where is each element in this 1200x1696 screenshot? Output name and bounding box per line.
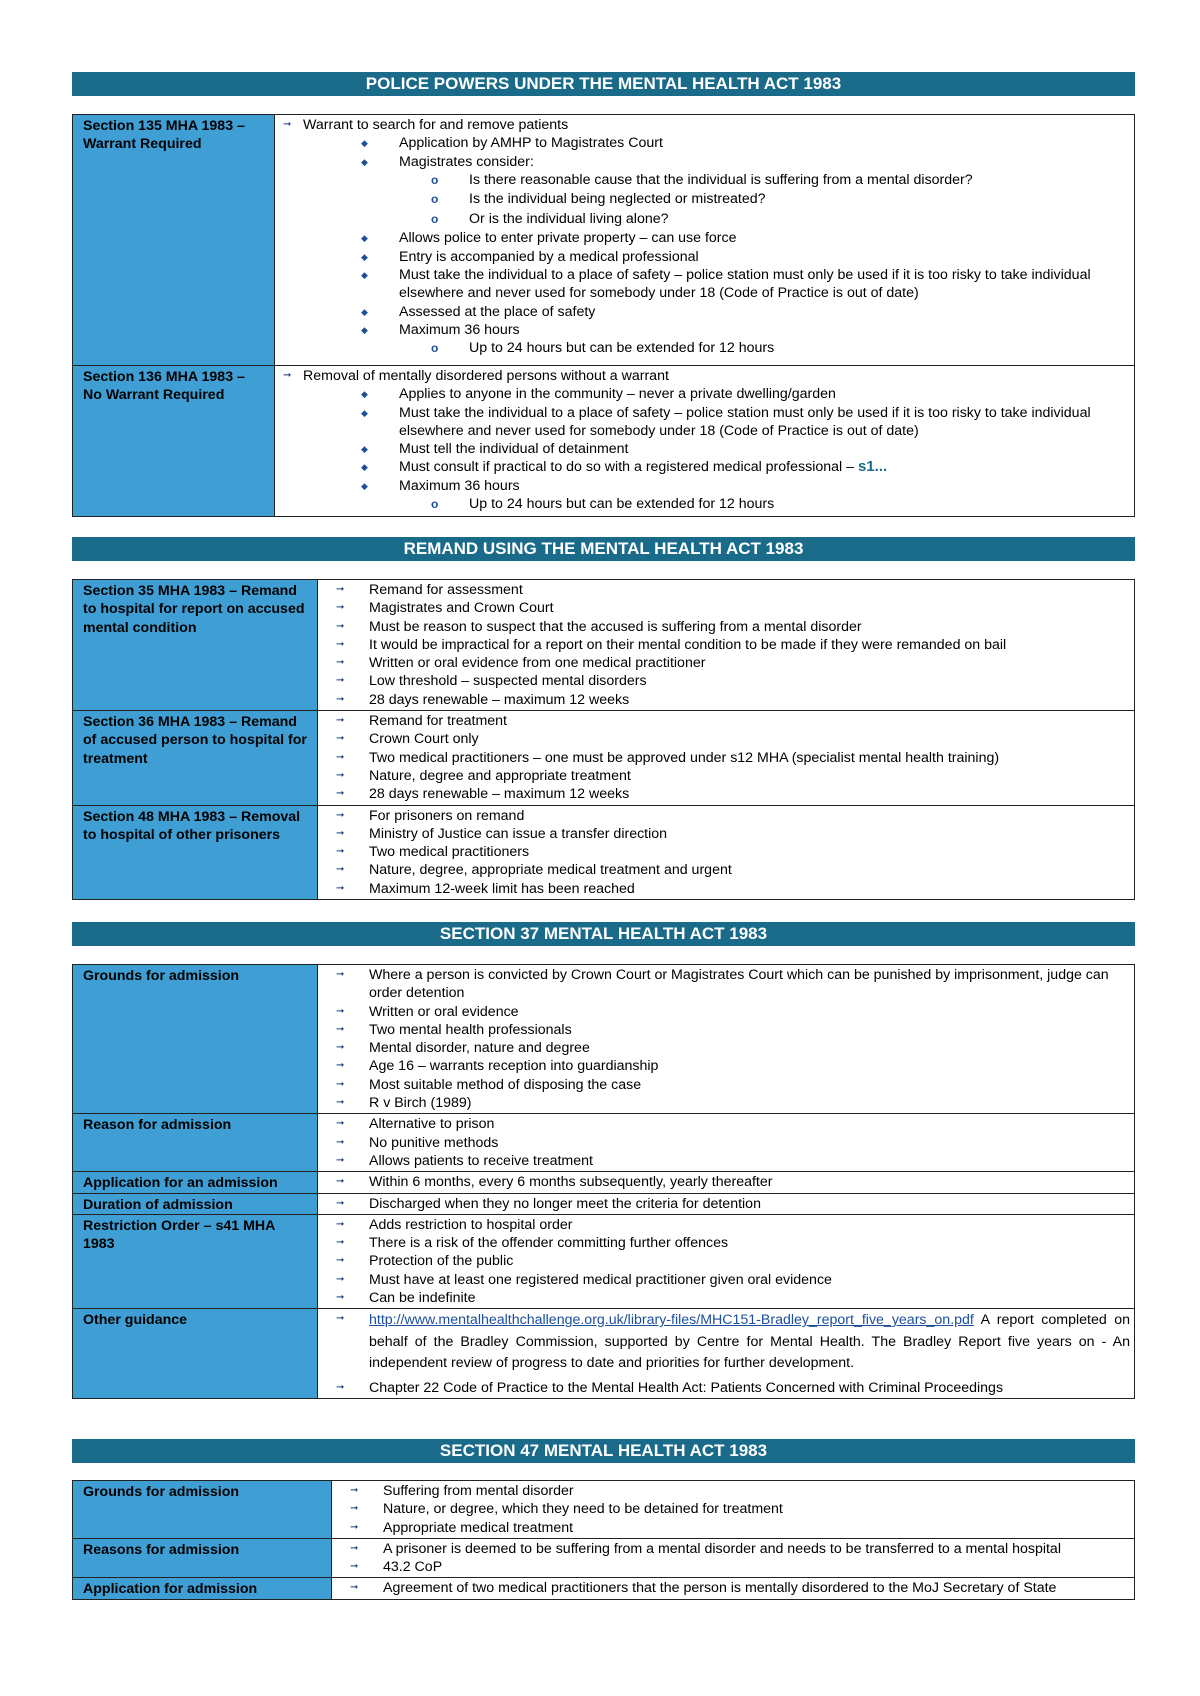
arrow-icon: ➞ bbox=[336, 1255, 345, 1267]
list-item: ➞ Allows patients to receive treatment bbox=[336, 1152, 593, 1169]
list-item: ➞ Alternative to prison bbox=[336, 1116, 495, 1133]
list-item: o Is the individual being neglected or mistreated? bbox=[283, 190, 1130, 210]
table-row bbox=[73, 1114, 1135, 1172]
bullet-icon: ◆ bbox=[361, 251, 368, 262]
table-row bbox=[73, 366, 1135, 517]
table-row bbox=[73, 1578, 1135, 1599]
table-row bbox=[73, 1214, 1135, 1308]
remand-table bbox=[72, 579, 1135, 900]
list-item: ◆ Must consult if practical to do so with a registered medical professional – s1... bbox=[283, 458, 1130, 476]
circle-bullet-icon: o bbox=[431, 192, 439, 207]
arrow-icon: ➞ bbox=[336, 751, 345, 763]
bullet-icon: ◆ bbox=[361, 462, 368, 473]
list-item: ➞ Mental disorder, nature and degree bbox=[336, 1040, 590, 1057]
section-47-title: SECTION 47 MENTAL HEALTH ACT 1983 bbox=[72, 1439, 1135, 1463]
list-item: ◆ Must tell the individual of detainment bbox=[283, 440, 1130, 458]
table-row bbox=[73, 115, 1135, 366]
list-item: ◆ Must take the individual to a place of safety – police station must only be used if it is too risky to take individual elsewhere and never used for somebody under 18 (Code of Practice is out of date) bbox=[283, 404, 1130, 441]
list-item: ➞ Where a person is convicted by Crown Court or Magistrates Court which can be punished by imprisonment, judge can order detention bbox=[336, 967, 1109, 1002]
bullet-icon: ◆ bbox=[361, 444, 368, 455]
bullet-icon: ◆ bbox=[361, 480, 368, 491]
section-47-table bbox=[72, 1480, 1135, 1600]
arrow-icon: ➞ bbox=[336, 969, 345, 980]
row-content bbox=[318, 805, 1135, 899]
list-item: ◆ Maximum 36 hours bbox=[283, 321, 1130, 339]
section-37-table bbox=[72, 964, 1135, 1399]
arrow-icon: ➞ bbox=[336, 1237, 345, 1249]
arrow-icon: ➞ bbox=[336, 1197, 345, 1209]
arrow-icon: ➞ bbox=[336, 1060, 345, 1072]
arrow-icon: ➞ bbox=[336, 809, 345, 821]
arrow-icon: ➞ bbox=[336, 675, 345, 687]
police-powers-table bbox=[72, 114, 1135, 517]
row-content bbox=[318, 711, 1135, 805]
circle-bullet-icon: o bbox=[431, 172, 439, 187]
list-item: ➞ Low threshold – suspected mental disorders bbox=[336, 673, 647, 690]
list-item: ➞ Must have at least one registered medical practitioner given oral evidence bbox=[336, 1271, 832, 1288]
table-row bbox=[73, 1481, 1135, 1539]
arrow-icon: ➞ bbox=[336, 638, 345, 650]
list-item: ➞ Remand for assessment bbox=[336, 582, 523, 598]
list-item: ➞ Nature, degree and appropriate treatment bbox=[336, 767, 631, 784]
arrow-icon: ➞ bbox=[283, 119, 292, 130]
list-item: ➞ Two medical practitioners – one must be approved under s12 MHA (specialist mental health training) bbox=[336, 749, 1000, 766]
circle-bullet-icon: o bbox=[431, 497, 439, 512]
arrow-icon: ➞ bbox=[336, 1218, 345, 1230]
list-item: ➞ Ministry of Justice can issue a transfer direction bbox=[336, 825, 668, 842]
list-item: ➞ Two mental health professionals bbox=[336, 1021, 572, 1038]
arrow-icon: ➞ bbox=[350, 1561, 359, 1573]
expand-more-link[interactable]: s1... bbox=[857, 458, 888, 476]
list-item: ➞ Maximum 12-week limit has been reached bbox=[336, 880, 635, 897]
arrow-icon: ➞ bbox=[350, 1521, 359, 1533]
section-police-powers-title: POLICE POWERS UNDER THE MENTAL HEALTH ACT 1983 bbox=[72, 72, 1135, 96]
list-item: ➞ Nature, degree, appropriate medical treatment and urgent bbox=[336, 862, 732, 879]
arrow-icon: ➞ bbox=[336, 1273, 345, 1285]
list-item: ➞ 43.2 CoP bbox=[350, 1559, 443, 1576]
table-row bbox=[73, 1172, 1135, 1193]
list-item: ◆ Entry is accompanied by a medical professional bbox=[283, 248, 1130, 266]
list-item: ➞ Written or oral evidence bbox=[336, 1003, 519, 1020]
row-label: Duration of admission bbox=[73, 1193, 318, 1214]
arrow-icon: ➞ bbox=[336, 1078, 345, 1090]
list-item: ➞ No punitive methods bbox=[336, 1134, 499, 1151]
bullet-icon: ◆ bbox=[361, 389, 368, 400]
section-37-title: SECTION 37 MENTAL HEALTH ACT 1983 bbox=[72, 922, 1135, 946]
bullet-icon: ◆ bbox=[361, 233, 368, 244]
list-item: ◆ Applies to anyone in the community – never a private dwelling/garden bbox=[283, 385, 1130, 403]
arrow-icon: ➞ bbox=[336, 1381, 345, 1393]
arrow-icon: ➞ bbox=[336, 1176, 345, 1188]
table-row bbox=[73, 805, 1135, 899]
arrow-icon: ➞ bbox=[336, 1292, 345, 1304]
row-content bbox=[318, 1309, 1135, 1399]
arrow-icon: ➞ bbox=[336, 620, 345, 632]
table-row bbox=[73, 1309, 1135, 1399]
bullet-icon: ◆ bbox=[361, 156, 368, 167]
list-item: ➞ Can be indefinite bbox=[336, 1290, 476, 1307]
row-label: Reason for admission bbox=[73, 1114, 318, 1172]
list-item: ➞ Protection of the public bbox=[336, 1253, 514, 1270]
row-content bbox=[318, 1114, 1135, 1172]
arrow-icon: ➞ bbox=[336, 788, 345, 800]
arrow-icon: ➞ bbox=[336, 1136, 345, 1148]
list-item: ➞ There is a risk of the offender committing further offences bbox=[336, 1235, 729, 1252]
arrow-icon: ➞ bbox=[336, 827, 345, 839]
arrow-icon: ➞ bbox=[350, 1503, 359, 1515]
bullet-icon: ◆ bbox=[361, 324, 368, 335]
arrow-icon: ➞ bbox=[336, 715, 345, 727]
list-item: ◆ Application by AMHP to Magistrates Court bbox=[283, 134, 1130, 152]
arrow-icon: ➞ bbox=[336, 1042, 345, 1054]
list-item: ➞ Most suitable method of disposing the case bbox=[336, 1076, 642, 1093]
list-item: ➞ Agreement of two medical practitioners that the person is mentally disordered to the MoJ Secretary of State bbox=[350, 1580, 1057, 1597]
row-label: Grounds for admission bbox=[73, 965, 318, 1114]
list-item: ➞ Nature, or degree, which they need to be detained for treatment bbox=[350, 1501, 783, 1518]
bullet-icon: ◆ bbox=[361, 138, 368, 149]
row-content bbox=[318, 1193, 1135, 1214]
list-item: ◆ Maximum 36 hours bbox=[283, 477, 1130, 495]
arrow-icon: ➞ bbox=[336, 1118, 345, 1130]
table-row bbox=[73, 965, 1135, 1114]
row-label: Section 48 MHA 1983 – Removal to hospital of other prisoners bbox=[73, 805, 318, 899]
arrow-icon: ➞ bbox=[336, 657, 345, 669]
list-item: ➞ A prisoner is deemed to be suffering from a mental disorder and needs to be transferred to a mental hospital bbox=[350, 1540, 1061, 1557]
arrow-icon: ➞ bbox=[350, 1542, 359, 1554]
list-item: o Up to 24 hours but can be extended for 12 hours bbox=[283, 339, 1130, 359]
arrow-icon: ➞ bbox=[336, 693, 345, 705]
list-item: ◆ Assessed at the place of safety bbox=[283, 303, 1130, 321]
row-label: Section 36 MHA 1983 – Remand of accused person to hospital for treatment bbox=[73, 711, 318, 805]
row-content bbox=[318, 1214, 1135, 1308]
list-item: ➞ Written or oral evidence from one medical practitioner bbox=[336, 655, 706, 672]
list-item: o Is there reasonable cause that the individual is suffering from a mental disorder? bbox=[283, 171, 1130, 191]
list-item: o Or is the individual living alone? bbox=[283, 210, 1130, 230]
list-item: ➞ Chapter 22 Code of Practice to the Mental Health Act: Patients Concerned with Criminal Proceedings bbox=[336, 1379, 1004, 1396]
arrow-icon: ➞ bbox=[336, 602, 345, 614]
table-row bbox=[73, 580, 1135, 711]
bullet-icon: ◆ bbox=[361, 407, 368, 418]
bradley-report-link[interactable]: http://www.mentalhealthchallenge.org.uk/library-files/MHC151-Bradley_report_five_years_on.pdf bbox=[369, 1312, 974, 1329]
list-item: ➞ Two medical practitioners bbox=[336, 844, 530, 861]
list-item: ➞ Crown Court only bbox=[336, 731, 479, 748]
arrow-icon: ➞ bbox=[336, 882, 345, 894]
arrow-icon: ➞ bbox=[336, 1097, 345, 1109]
row-label: Other guidance bbox=[73, 1309, 318, 1399]
list-item: ➞ For prisoners on remand bbox=[336, 807, 525, 824]
table-row bbox=[73, 1538, 1135, 1578]
arrow-icon: ➞ bbox=[336, 1023, 345, 1035]
row-content bbox=[332, 1481, 1135, 1539]
row-label: Section 135 MHA 1983 – Warrant Required bbox=[73, 115, 275, 366]
row-label: Grounds for admission bbox=[73, 1481, 332, 1539]
list-item: ➞ 28 days renewable – maximum 12 weeks bbox=[336, 691, 630, 708]
row-label: Application for an admission bbox=[73, 1172, 318, 1193]
row-label: Section 136 MHA 1983 – No Warrant Required bbox=[73, 366, 275, 517]
list-item: ➞ http://www.mentalhealthchallenge.org.uk/library-files/MHC151-Bradley_report_five_years_on.pdf A report completed on behalf of the Bradley Commission, supported by Centre for Mental Health. The Bradley Report five years on - An independent review of progress to date and priorities for further development. bbox=[336, 1312, 1130, 1372]
arrow-icon: ➞ bbox=[336, 1005, 345, 1017]
circle-bullet-icon: o bbox=[431, 211, 439, 226]
list-item: ◆ Allows police to enter private property – can use force bbox=[283, 229, 1130, 247]
section-remand-title: REMAND USING THE MENTAL HEALTH ACT 1983 bbox=[72, 537, 1135, 561]
table-row bbox=[73, 711, 1135, 805]
row-content bbox=[275, 366, 1135, 517]
list-item: ➞ Removal of mentally disordered persons without a warrant bbox=[283, 368, 669, 384]
list-item: ➞ Adds restriction to hospital order bbox=[336, 1216, 573, 1233]
list-item: ➞ Magistrates and Crown Court bbox=[336, 600, 554, 617]
row-content bbox=[275, 115, 1135, 366]
list-item: ➞ Remand for treatment bbox=[336, 713, 507, 730]
arrow-icon: ➞ bbox=[283, 370, 292, 381]
list-item: ➞ Warrant to search for and remove patients bbox=[283, 117, 569, 133]
row-label: Restriction Order – s41 MHA 1983 bbox=[73, 1214, 318, 1308]
arrow-icon: ➞ bbox=[336, 733, 345, 745]
bullet-icon: ◆ bbox=[361, 269, 368, 280]
arrow-icon: ➞ bbox=[336, 584, 345, 595]
list-item: ➞ Suffering from mental disorder bbox=[350, 1483, 574, 1499]
arrow-icon: ➞ bbox=[336, 769, 345, 781]
list-item: ➞ Within 6 months, every 6 months subsequently, yearly thereafter bbox=[336, 1174, 773, 1191]
arrow-icon: ➞ bbox=[336, 1154, 345, 1166]
arrow-icon: ➞ bbox=[350, 1485, 359, 1496]
list-item: ➞ Appropriate medical treatment bbox=[350, 1519, 574, 1536]
list-item: ➞ 28 days renewable – maximum 12 weeks bbox=[336, 786, 630, 803]
row-content bbox=[332, 1538, 1135, 1578]
row-content bbox=[332, 1578, 1135, 1599]
arrow-icon: ➞ bbox=[350, 1582, 359, 1594]
list-item: ◆ Must take the individual to a place of safety – police station must only be used if it is too risky to take individual elsewhere and never used for somebody under 18 (Code of Practice is out of date) bbox=[283, 266, 1130, 303]
row-label: Reasons for admission bbox=[73, 1538, 332, 1578]
list-item: ➞ It would be impractical for a report on their mental condition to be made if they were remanded on bail bbox=[336, 636, 1007, 653]
circle-bullet-icon: o bbox=[431, 341, 439, 356]
row-content bbox=[318, 1172, 1135, 1193]
table-row bbox=[73, 1193, 1135, 1214]
list-item: ➞ Discharged when they no longer meet the criteria for detention bbox=[336, 1195, 761, 1212]
list-item: ➞ Must be reason to suspect that the accused is suffering from a mental disorder bbox=[336, 618, 862, 635]
list-item: ◆ Magistrates consider: bbox=[283, 153, 1130, 171]
row-label: Application for admission bbox=[73, 1578, 332, 1599]
list-item: ➞ Age 16 – warrants reception into guardianship bbox=[336, 1058, 659, 1075]
list-item: o Up to 24 hours but can be extended for 12 hours bbox=[283, 495, 1130, 515]
arrow-icon: ➞ bbox=[336, 1313, 345, 1325]
arrow-icon: ➞ bbox=[336, 864, 345, 876]
list-item: ➞ R v Birch (1989) bbox=[336, 1095, 472, 1112]
bullet-icon: ◆ bbox=[361, 306, 368, 317]
arrow-icon: ➞ bbox=[336, 846, 345, 858]
row-content bbox=[318, 580, 1135, 711]
row-content bbox=[318, 965, 1135, 1114]
row-label: Section 35 MHA 1983 – Remand to hospital for report on accused mental condition bbox=[73, 580, 318, 711]
